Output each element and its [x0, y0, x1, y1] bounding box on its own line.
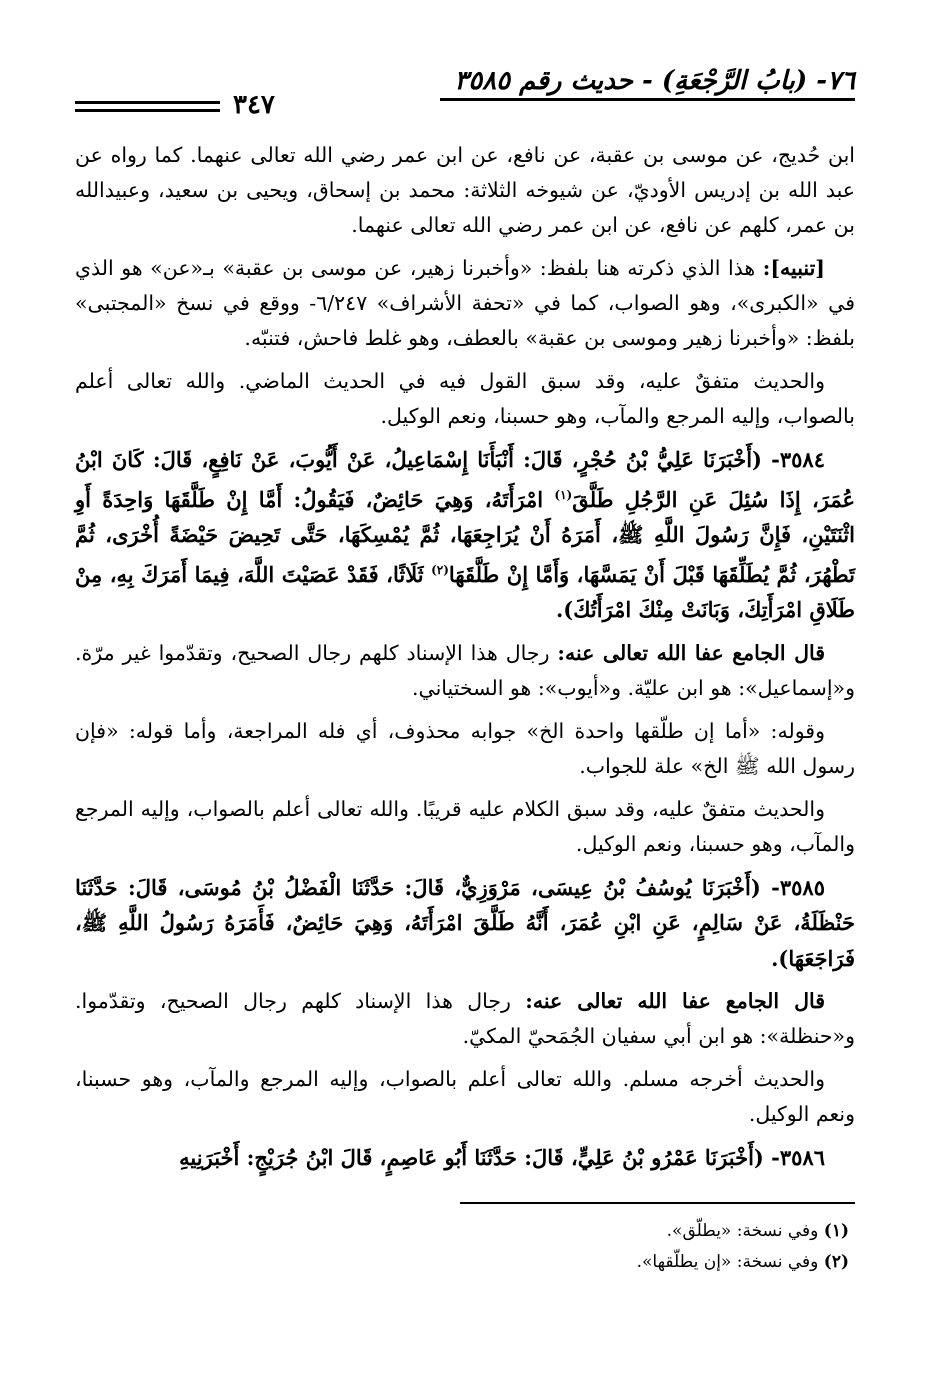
hadith-number: ٣٥٨٥- — [771, 874, 825, 900]
hadith-text-end: ثَلَاثًا، فَقَدْ عَصَيْتَ اللَّهَ، فِيمَا أَمَرَكَ بِهِ، مِنْ طَلَاقِ امْرَأَتِكَ، وَبَانَتْ مِنْكَ امْرَأَتُكَ). — [75, 561, 855, 622]
commentary — [75, 984, 855, 1054]
paragraph — [75, 138, 855, 243]
hadith-3584 — [75, 442, 855, 628]
hadith-3585 — [75, 870, 855, 977]
hadith-text: (أَخْبَرَنَا يُوسُفُ بْنُ عِيسَى، مَرْوَزِيٌّ، قَالَ: حَدَّثَنَا الْفَضْلُ بْنُ مُوسَى، قَالَ: حَدَّثَنَا حَنْظَلَةُ، عَنْ سَالِمٍ، عَنِ ابْنِ عُمَرَ، أَنَّهُ طَلَّقَ امْرَأَتَهُ، وَهِيَ حَائِضٌ، فَأَمَرَهُ رَسُولُ اللَّهِ ﷺ، فَرَاجَعَهَا). — [75, 874, 855, 971]
commentary-lead: قال الجامع عفا الله تعالى عنه: — [557, 640, 826, 665]
commentary-text: والحديث متفقٌ عليه، وقد سبق الكلام عليه قريبًا. والله تعالى أعلم بالصواب، وإليه المرجع والمآب، وهو حسبنا، ونعم الوكيل. — [75, 796, 855, 856]
page-body — [75, 138, 855, 1278]
double-rule-top — [75, 101, 220, 104]
footnote — [75, 1247, 855, 1278]
hadith-text: (أَخْبَرَنَا عَمْرُو بْنُ عَلِيٍّ، قَالَ: حَدَّثَنَا أَبُو عَاصِمٍ، قَالَ ابْنُ جُرَيْجٍ: أَخْبَرَنِيهِ — [179, 1145, 772, 1170]
commentary-text: رجال هذا الإسناد كلهم رجال الصحيح، وتقدّموا. و«حنظلة»: هو ابن أبي سفيان الجُمَحيّ المكيّ. — [75, 989, 855, 1048]
commentary — [75, 792, 855, 862]
double-rule-bottom — [75, 109, 220, 112]
footnote-mark: (٢) — [823, 1251, 849, 1272]
hadith-text: (أَخْبَرَنَا عَلِيُّ بْنُ حُجْرٍ، قَالَ: أَنْبَأَنَا إِسْمَاعِيلُ، عَنْ أَيُّوبَ، عَنْ نَافِعٍ، قَالَ: كَانَ ابْنُ عُمَرَ، إِذَا سُئِلَ عَنِ الرَّجُلِ طَلَّقَ — [75, 447, 855, 512]
hadith-text-cont: امْرَأَتَهُ، وَهِيَ حَائِضٌ، فَيَقُولُ: أَمَّا إِنْ طَلَّقَهَا وَاحِدَةً أَوِ اثْنَتَيْنِ، فَإِنَّ رَسُولَ اللَّهِ ﷺ، أَمَرَهُ أَنْ يُرَاجِعَهَا، ثُمَّ يُمْسِكَهَا، حَتَّى تَحِيضَ حَيْضَةً أُخْرَى، ثُمَّ تَطْهُرَ، ثُمَّ يُطَلِّقَهَا قَبْلَ أَنْ يَمَسَّهَا، وَأَمَّا إِنْ طَلَّقَهَا — [75, 486, 855, 587]
hadith-number: ٣٥٨٦- — [771, 1145, 825, 1170]
paragraph-lead: [تنبيه]: — [762, 256, 825, 280]
commentary — [75, 714, 855, 784]
paragraph-text: هذا الذي ذكرته هنا بلفظ: «وأخبرنا زهير، عن موسى بن عقبة» بـ«عن» هو الذي في «الكبرى»، وهو الصواب، كما في «تحفة الأشراف» ٦/٢٤٧- ووقع في نسخ «المجتبى» بلفظ: «وأخبرنا زهير وموسى بن عقبة» بالعطف، وهو غلط فاحش، فتنبّه. — [75, 256, 855, 350]
header-title: ٧٦- (بابُ الرَّجْعَةِ) - حديث رقم ٣٥٨٥ — [454, 66, 855, 96]
commentary-text: وقوله: «أما إن طلّقها واحدة الخ» جوابه محذوف، أي فله المراجعة، وأما قوله: «فإن رسول الله ﷺ الخ» علة للجواب. — [75, 718, 855, 778]
paragraph — [75, 364, 855, 434]
commentary — [75, 1062, 855, 1132]
paragraph-text: والحديث متفقٌ عليه، وقد سبق القول فيه في الحديث الماضي. والله تعالى أعلم بالصواب، وإليه المرجع والمآب، وهو حسبنا، ونعم الوكيل. — [75, 369, 855, 428]
header-rule — [440, 98, 855, 101]
footnote-mark: (١) — [823, 1220, 849, 1241]
commentary-lead: قال الجامع عفا الله تعالى عنه: — [525, 989, 826, 1013]
footnote — [75, 1216, 855, 1247]
footnote-ref: (٢) — [431, 562, 449, 577]
page-number: ٣٤٧ — [233, 90, 275, 120]
running-header — [75, 60, 855, 120]
book-page — [75, 60, 855, 1278]
commentary-text: رجال هذا الإسناد كلهم رجال الصحيح، وتقدّموا غير مرّة. و«إسماعيل»: هو ابن عليّة. و«أيوب»: هو السختياني. — [75, 640, 855, 700]
hadith-number: ٣٥٨٤- — [771, 447, 825, 472]
footnote-text: وفي نسخة: «يطلّق». — [666, 1220, 824, 1241]
footnote-separator — [460, 1202, 855, 1204]
paragraph-text: ابن حُديج، عن موسى بن عقبة، عن نافع، عن ابن عمر رضي الله تعالى عنهما. كما رواه عن عبد الله بن إدريس الأوديّ، عن شيوخه الثلاثة: محمد بن إسحاق، ويحيى بن سعيد، وعبيدالله بن عمر، كلهم عن نافع، عن ابن عمر رضي الله تعالى عنهما. — [75, 143, 855, 237]
footnote-ref: (١) — [554, 487, 573, 502]
paragraph-note — [75, 251, 855, 356]
commentary — [75, 636, 855, 706]
footnote-text: وفي نسخة: «إن يطلّقها». — [636, 1251, 824, 1272]
hadith-3586 — [75, 1140, 855, 1176]
commentary-text: والحديث أخرجه مسلم. والله تعالى أعلم بالصواب، وإليه المرجع والمآب، وهو حسبنا، ونعم الوكيل. — [75, 1067, 855, 1126]
